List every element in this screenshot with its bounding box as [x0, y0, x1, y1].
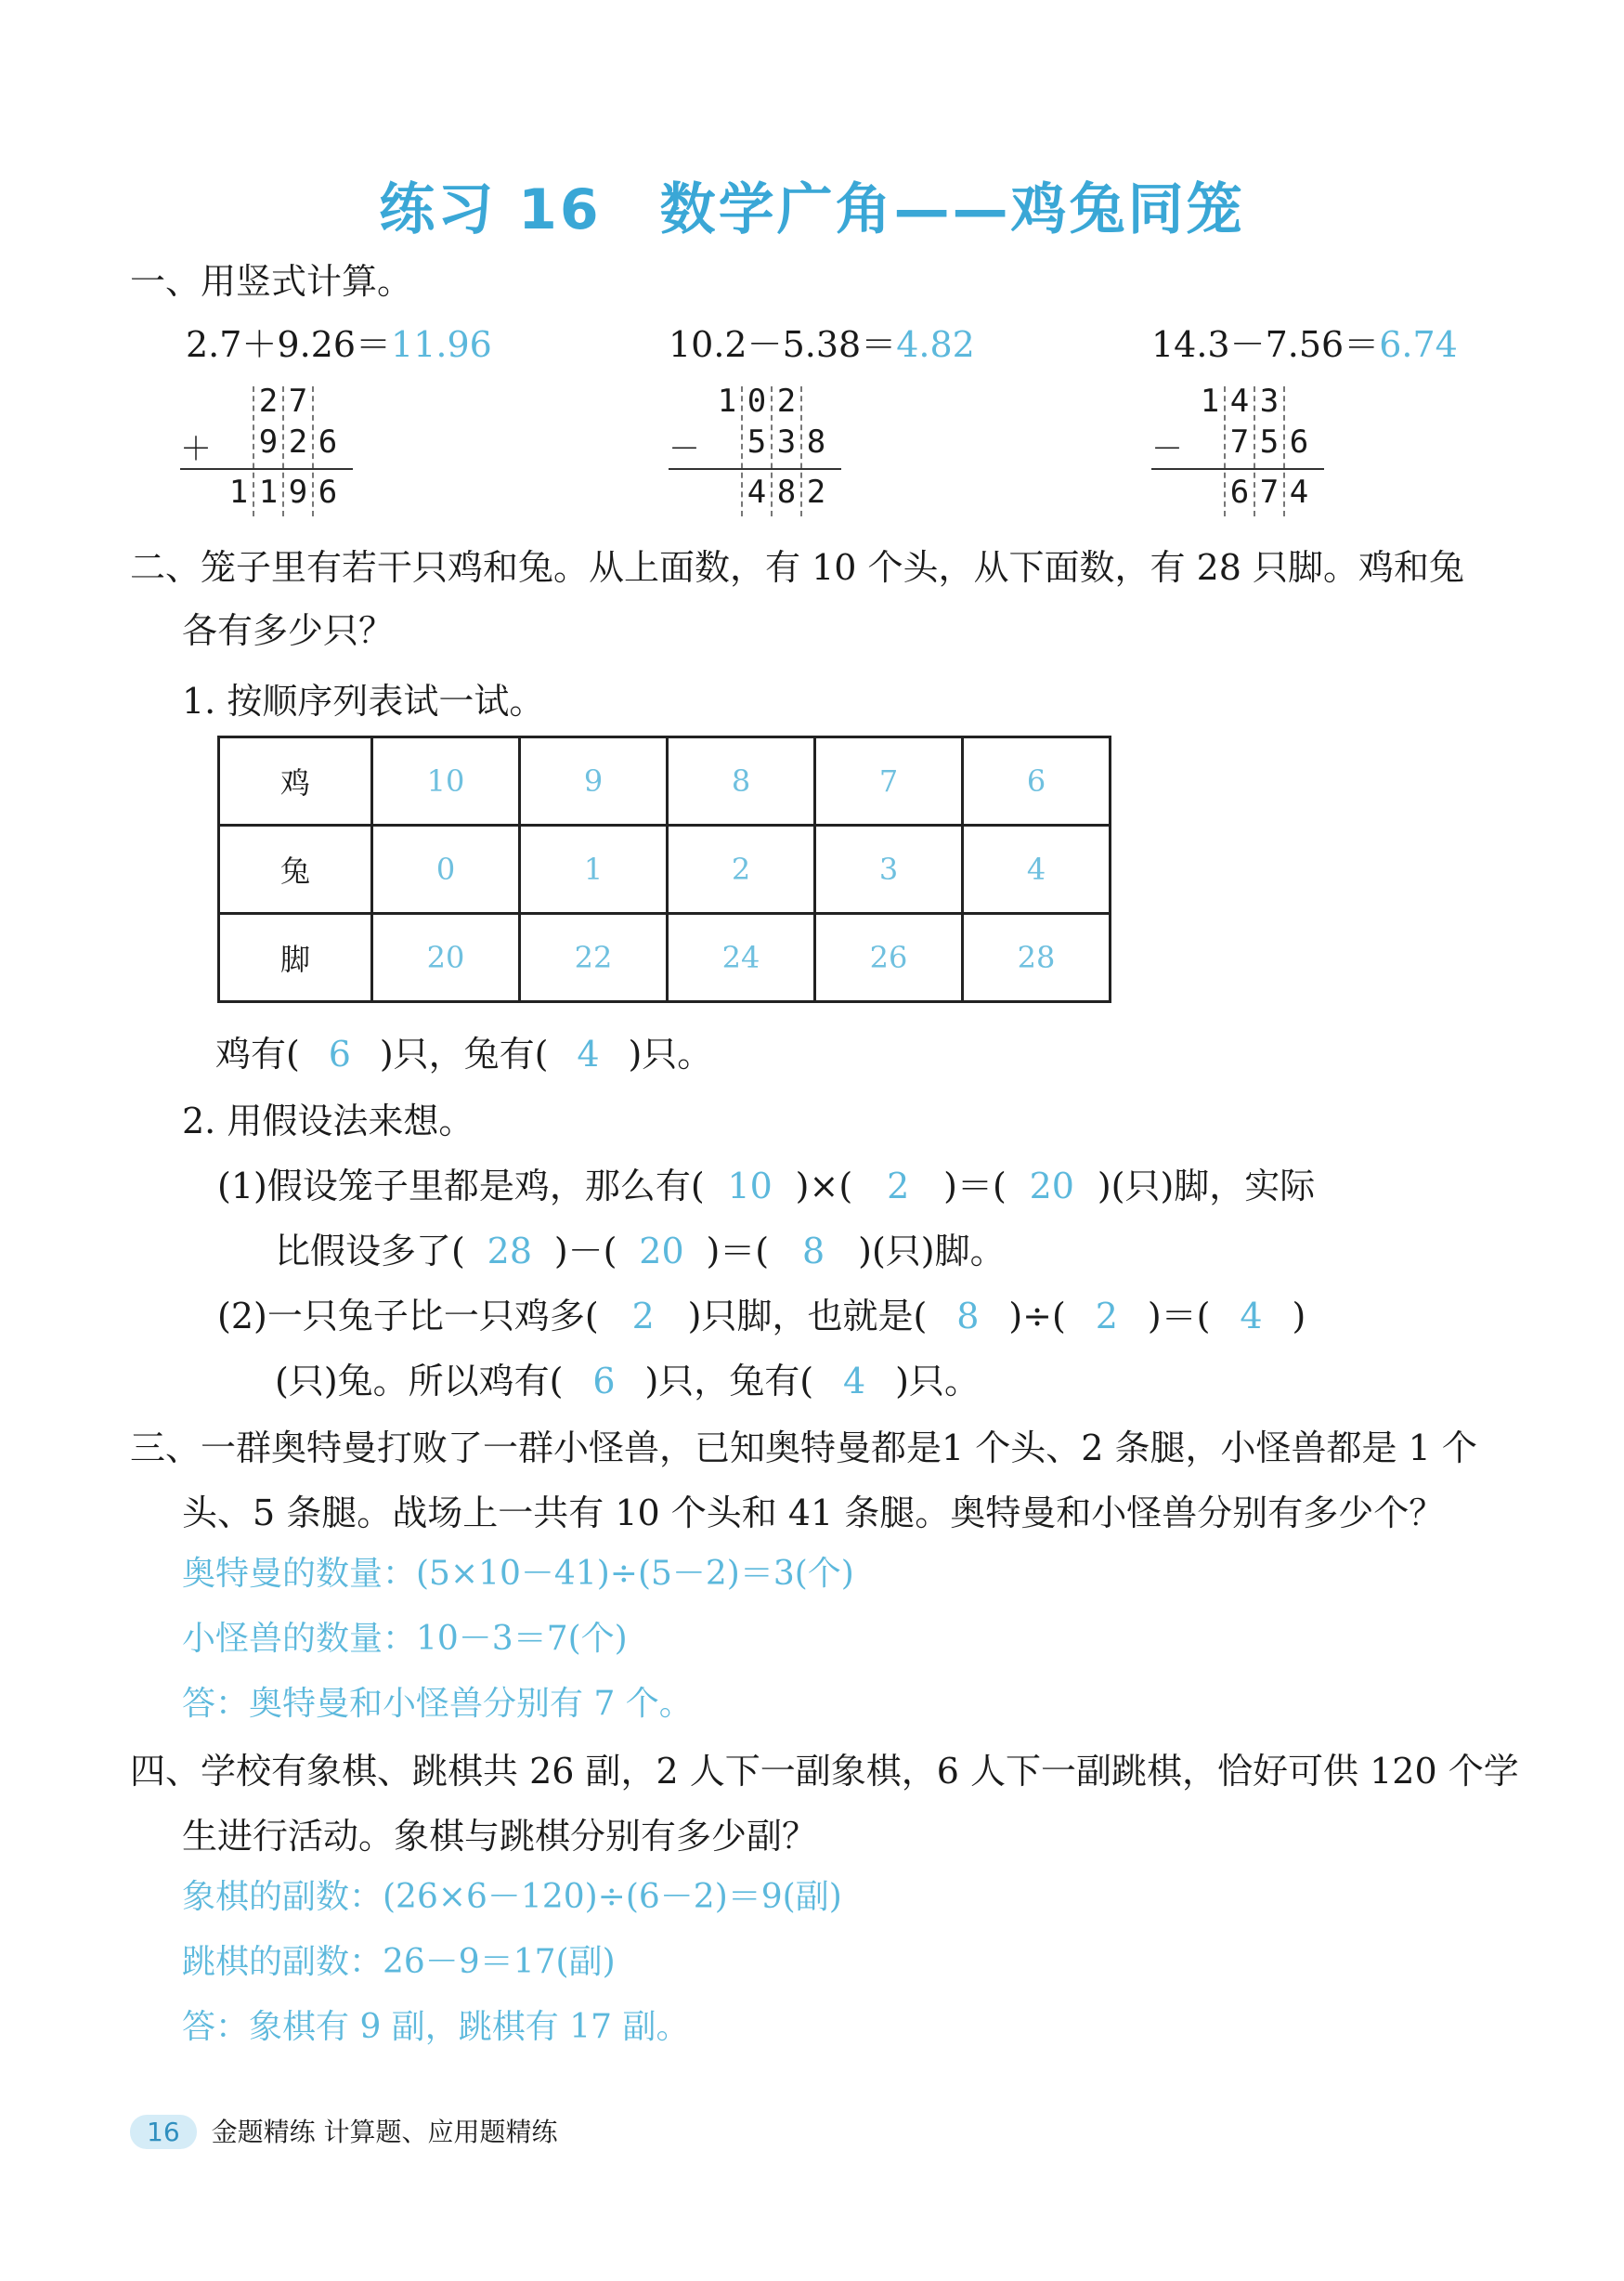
problem2-equation: 10.2－5.38＝4.82 [669, 324, 975, 365]
section4-answer-2: 跳棋的副数：26－9＝17(副) [182, 1943, 616, 1981]
section1-heading: 一、用竖式计算。 [130, 261, 413, 302]
section3-answer-3: 答：奥特曼和小怪兽分别有 7 个。 [182, 1685, 693, 1723]
assume-line-1a: (1)假设笼子里都是鸡，那么有( 10 )×( 2 )＝( 20 )(只)脚，实际 [217, 1166, 1316, 1206]
assume-line-1b: 比假设多了( 28 )－( 20 )＝( 8 )(只)脚。 [275, 1231, 1006, 1271]
problem3-equation: 14.3－7.56＝6.74 [1151, 324, 1458, 365]
section2-line2: 各有多少只？ [182, 610, 395, 651]
table-row: 兔 0 1 2 3 4 [219, 826, 1111, 914]
problem2-answer: 4.82 [896, 324, 975, 365]
section3-line2: 头、5 条腿。战场上一共有 10 个头和 41 条腿。奥特曼和小怪兽分别有多少个？ [182, 1492, 1445, 1533]
section3-line1: 三、一群奥特曼打败了一群小怪兽，已知奥特曼都是1 个头、2 条腿，小怪兽都是 1 个 [130, 1427, 1477, 1468]
trial-table [217, 736, 1111, 1003]
page-title: 练习 16 数学广角——鸡兔同笼 [379, 177, 1245, 242]
section3-answer-1: 奥特曼的数量：(5×10－41)÷(5－2)＝3(个) [182, 1555, 854, 1593]
page-number: 16 [130, 2115, 197, 2149]
section4-answer-1: 象棋的副数：(26×6－120)÷(6－2)＝9(副) [182, 1878, 842, 1916]
vertical-calc-3: 1 4 3 － 7 5 6 6 7 4 [1148, 383, 1333, 522]
assume-line-2b: (只)兔。所以鸡有( 6 )只，兔有( 4 )只。 [275, 1361, 980, 1401]
row-label: 鸡 [219, 737, 372, 826]
row-label: 兔 [219, 826, 372, 914]
problem3-answer: 6.74 [1379, 324, 1458, 365]
section4-line2: 生进行活动。象棋与跳棋分别有多少副？ [182, 1816, 818, 1857]
section4-line1: 四、学校有象棋、跳棋共 26 副，2 人下一副象棋，6 人下一副跳棋，恰好可供 120 个学 [130, 1751, 1519, 1792]
page-footer [130, 2112, 558, 2149]
row-label: 脚 [219, 914, 372, 1002]
section2-line1: 二、笼子里有若干只鸡和兔。从上面数，有 10 个头，从下面数，有 28 只脚。鸡和兔 [130, 547, 1465, 588]
assume-line-2a: (2)一只兔子比一只鸡多( 2 )只脚，也就是( 8 )÷( 2 )＝( 4 ) [217, 1296, 1306, 1336]
table-answer: 鸡有( 6 )只，兔有( 4 )只。 [215, 1034, 713, 1075]
table-row: 鸡 10 9 8 7 6 [219, 737, 1111, 826]
table-row: 脚 20 22 24 26 28 [219, 914, 1111, 1002]
section3-answer-2: 小怪兽的数量：10－3＝7(个) [182, 1620, 628, 1658]
section4-answer-3: 答：象棋有 9 副，跳棋有 17 副。 [182, 2008, 690, 2046]
problem1-answer: 11.96 [391, 324, 492, 365]
vertical-calc-2: 1 0 2 － 5 3 8 4 8 2 [665, 383, 851, 522]
book-title: 金题精练 计算题、应用题精练 [211, 2117, 558, 2147]
section2-sub1: 1. 按顺序列表试一试。 [182, 681, 545, 722]
section2-sub2: 2. 用假设法来想。 [182, 1101, 474, 1141]
vertical-calc-1: 2 7 ＋ 9 2 6 1 1 9 6 [176, 383, 362, 522]
problem1-equation: 2.7＋9.26＝11.96 [186, 324, 492, 365]
